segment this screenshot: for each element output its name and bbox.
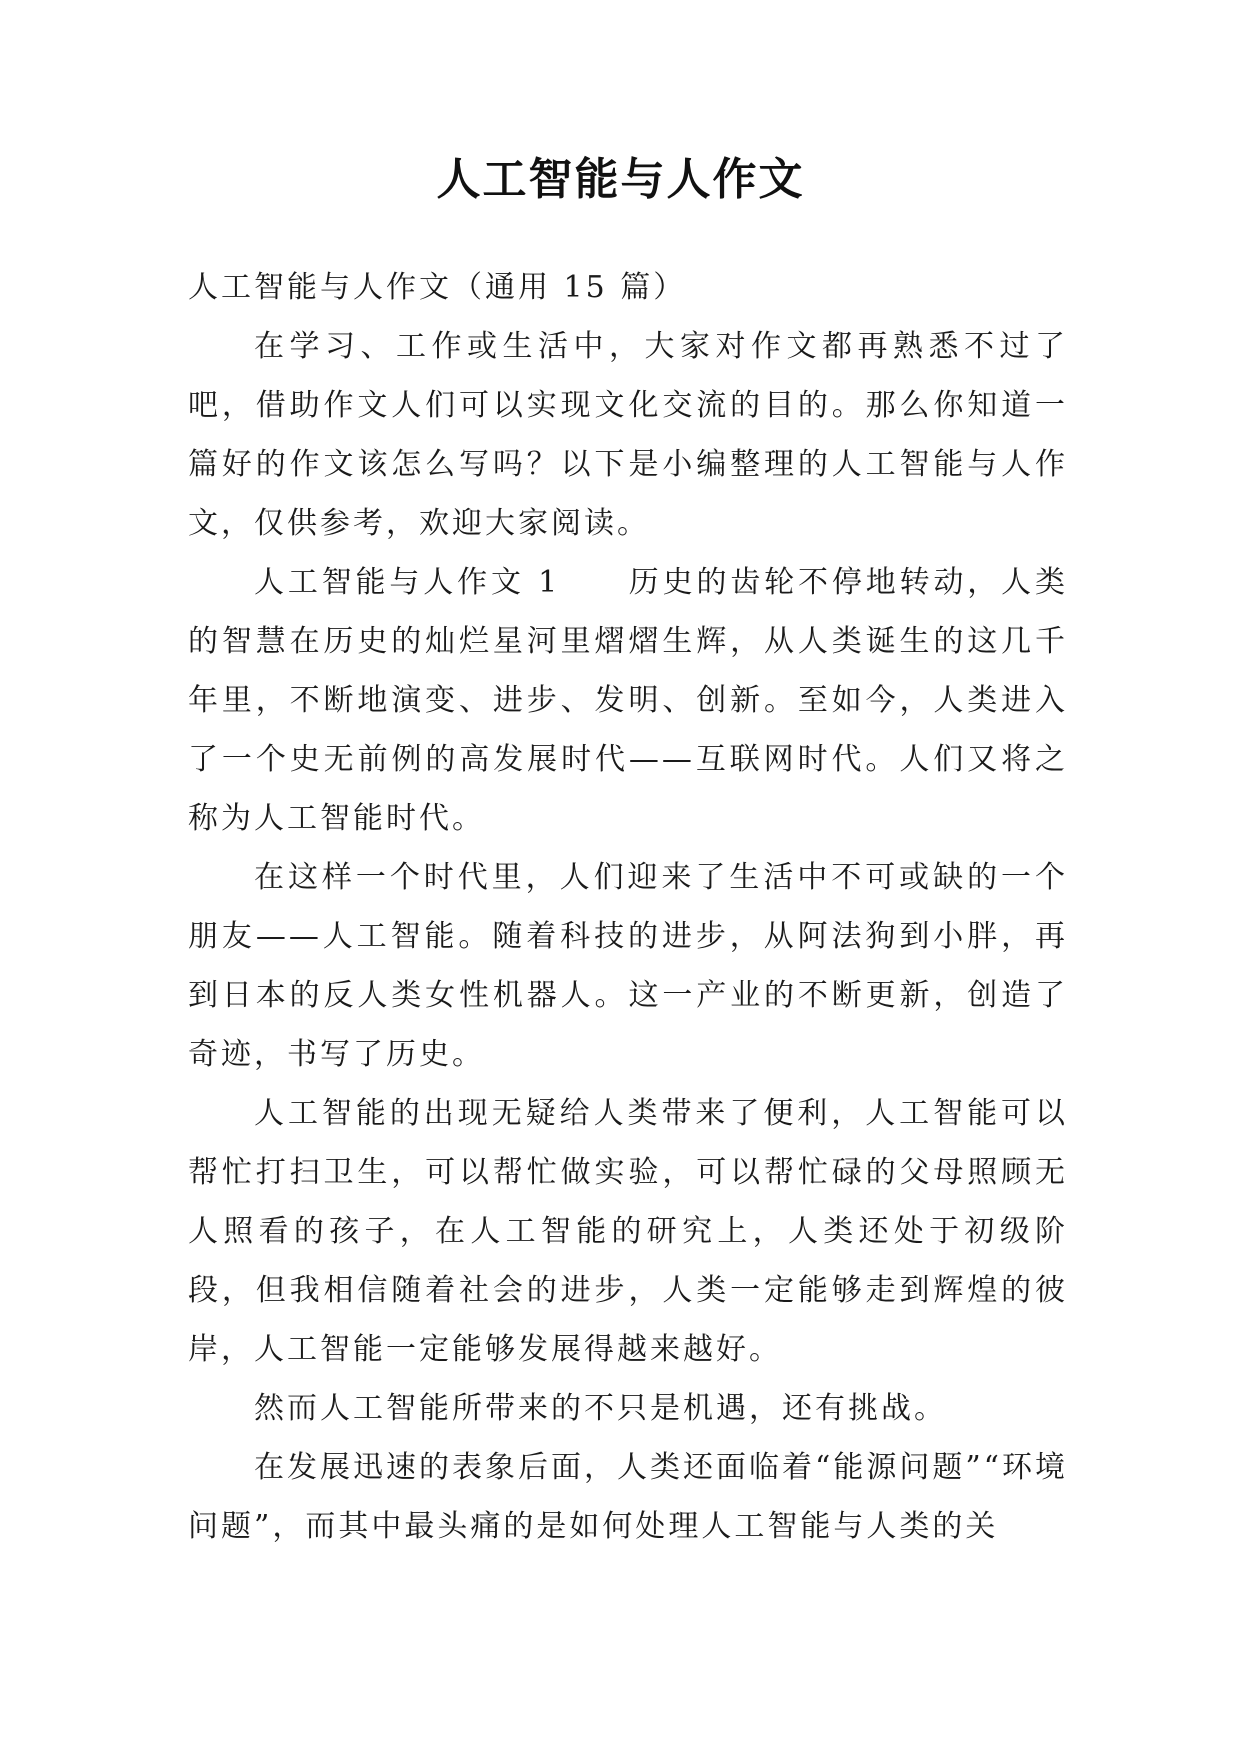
paragraph-ai-friend: 在这样一个时代里，人们迎来了生活中不可或缺的一个朋友——人工智能。随着科技的进步，从阿法狗到小胖，再到日本的反人类女性机器人。这一产业的不断更新，创造了奇迹，书写了历史。 (188, 860, 1068, 1072)
paragraph-problems: 在发展迅速的表象后面，人类还面临着“能源问题”“环境问题”，而其中最头痛的是如何处理人工智能与人类的关 (188, 1450, 1069, 1544)
document-title: 人工智能与人作文 (436, 154, 805, 205)
paragraph-essay-1-opening: 人工智能与人作文 1 历史的齿轮不停地转动，人类的智慧在历史的灿烂星河里熠熠生辉，从人类诞生的这几千年里，不断地演变、进步、发明、创新。至如今，人类进入了一个史无前例的高发展时代——互联网时代。人们又将之称为人工智能时代。 (188, 565, 1068, 836)
paragraph-intro: 在学习、工作或生活中，大家对作文都再熟悉不过了吧，借助作文人们可以实现文化交流的目的。那么你知道一篇好的作文该怎么写吗？以下是小编整理的人工智能与人作文，仅供参考，欢迎大家阅读。 (188, 329, 1068, 541)
document-body (188, 258, 1068, 1556)
paragraph-challenges: 然而人工智能所带来的不只是机遇，还有挑战。 (254, 1391, 947, 1426)
paragraph-ai-convenience: 人工智能的出现无疑给人类带来了便利，人工智能可以帮忙打扫卫生，可以帮忙做实验，可以帮忙碌的父母照顾无人照看的孩子，在人工智能的研究上，人类还处于初级阶段，但我相信随着社会的进步，人类一定能够走到辉煌的彼岸，人工智能一定能够发展得越来越好。 (188, 1096, 1068, 1367)
document-subtitle: 人工智能与人作文（通用 15 篇） (188, 270, 687, 305)
